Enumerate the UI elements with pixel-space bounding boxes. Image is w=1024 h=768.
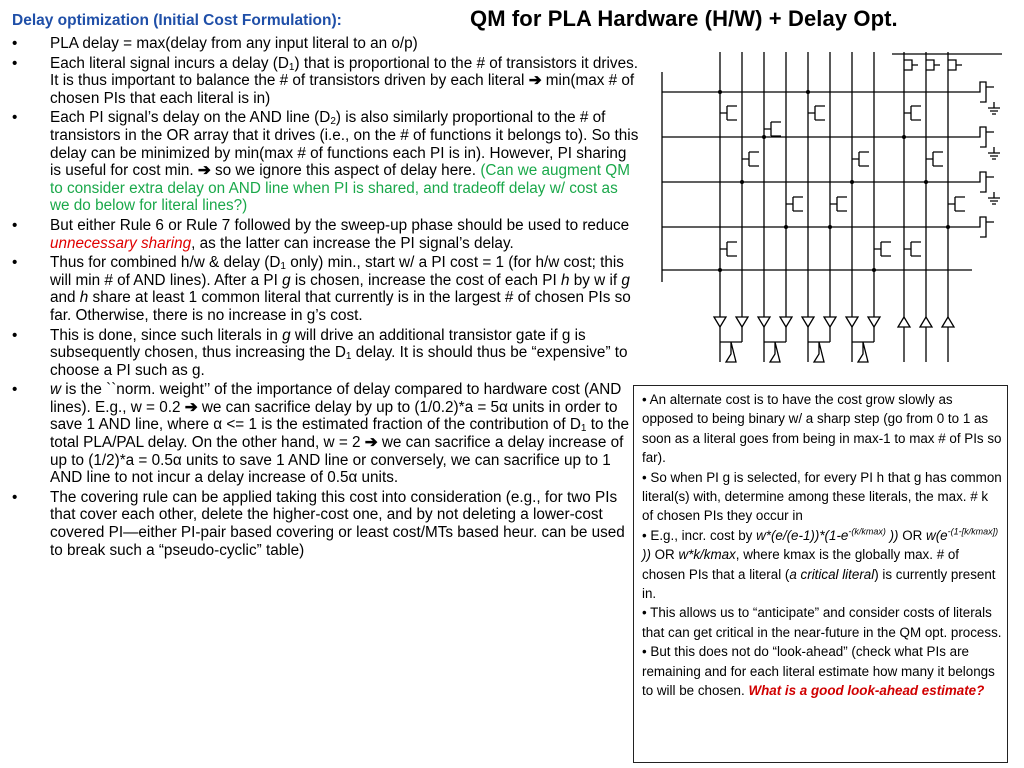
green-question: (Can we augment QM to consider extra delay on AND line when PI is shared, and tradeoff delay w/ cost as we do below for literal lines?) [50, 162, 630, 215]
bullet-text: ) is also similarly proportional to the # of transistors in the OR array that it drives (i.e., on the # of functions it belongs to). So this delay can be minimized by min(max # of functions each PI is in). However, PI sharing is useful for cost min. [50, 109, 639, 180]
bullet-text: Each literal signal incurs a delay (D [50, 54, 289, 72]
bullet-item [12, 381, 640, 487]
note-text: OR [650, 547, 679, 563]
note-item [642, 526, 1002, 604]
note-text: , where kmax is the globally max. # of chosen PIs that a literal ( [642, 547, 960, 582]
arrow-icon: ➔ [528, 72, 542, 90]
bullet-text: delay. It is should thus be “expensive” to choose a PI such as g. [50, 344, 628, 379]
note-text: • But this does not do “look-ahead” (check what PIs are remaining and for each literal estimate how many it belongs to will be chosen. [642, 644, 995, 699]
bullet-text: The covering rule can be applied taking this cost into consideration (e.g., for two PIs that cover each other, delete the higher-cost one, and by not deleting a lower-cost covered PI—either PI-pair based covering or least cost/MTs based heur. can be used to break such a “pseudo-cyclic” table) [50, 488, 625, 559]
italic-var: g [621, 271, 630, 289]
note-item [642, 642, 1002, 700]
bullet-text: share at least 1 common literal that currently is in the largest # of chosen PIs so far. Otherwise, there is no increase in g’s cost. [50, 289, 631, 324]
arrow-icon: ➔ [184, 398, 198, 416]
bullet-text: is chosen, increase the cost of each PI [290, 271, 562, 289]
bullet-text: we can sacrifice delay by up to (1/0.2)*a = 5α units in order to save 1 AND line, where α <= 1 is the estimated fraction of the contribution of D [50, 398, 618, 434]
bullet-item [12, 55, 640, 108]
bullet-item [12, 327, 640, 380]
italic-var: g [282, 326, 291, 344]
formula-exponent: -(1-[k/kmax]) [947, 526, 999, 537]
bullet-text: we can sacrifice a delay increase of up to (1/2)*a = 0.5α units to save 1 AND line or conversely, we can sacrifice up to 1 AND line to not incur a delay increase of 0.5α units. [50, 434, 624, 487]
bullet-text: by w if [569, 271, 622, 289]
subscript: 1 [580, 423, 587, 435]
formula: w*(e/(e-1))*(1-e [756, 527, 849, 543]
note-item: • So when PI g is selected, for every PI h that g has common literal(s) with, determine among these literals, the max. # k of chosen PIs they occur in [642, 469, 1002, 524]
bullet-text: This is done, since such literals in [50, 326, 283, 344]
subscript: 1 [280, 261, 286, 273]
bullet-text: is the ``norm. weight’’ of the importance of delay compared to hardware cost (AND lines). E.g., w = 0.2 [50, 381, 622, 416]
subscript: 1 [288, 61, 295, 73]
formula: )) [642, 547, 651, 563]
bullet-item [12, 35, 640, 53]
slide-title: QM for PLA Hardware (H/W) + Delay Opt. [470, 6, 898, 31]
bullet-text: so we ignore this aspect of delay here. [210, 162, 481, 180]
bullet-text: PLA delay = max(delay from any input literal to an o/p) [50, 35, 418, 52]
note-text: • E.g., incr. cost by [642, 527, 757, 543]
bullet-text: and [50, 289, 80, 307]
note-item: • An alternate cost is to have the cost grow slowly as opposed to being binary w/ a sharp step (go from 0 to 1 as soon as a literal goes from being in max-1 to max # of PIs so far). [642, 392, 1002, 466]
bullet-list [12, 35, 640, 561]
note-text: ) is currently present in. [642, 566, 996, 602]
bullet-item [12, 217, 640, 252]
highlight-text: unnecessary sharing [50, 234, 192, 252]
note-text: OR [898, 527, 927, 543]
italic-var: g [282, 271, 291, 289]
italic-var: h [561, 271, 570, 289]
bullet-text: min(max # of chosen PIs that each literal is in) [50, 72, 635, 107]
bullet-text: ) that is proportional to the # of transistors it drives. It is thus important to balance the # of transistors driven by each literal [50, 54, 638, 90]
bullet-text: only) min., start w/ a PI cost = 1 (for h/w cost; this will min # of AND lines). After a PI [50, 254, 624, 289]
arrow-icon: ➔ [197, 162, 211, 180]
bullet-text: , as the latter can increase the PI signal’s delay. [191, 234, 514, 252]
bullet-text: Thus for combined h/w & delay (D [50, 254, 281, 272]
bullet-item [12, 109, 640, 215]
italic-var: w [50, 381, 62, 399]
question-highlight: What is a good look-ahead estimate? [748, 683, 985, 699]
subscript: 1 [345, 351, 352, 363]
formula-exponent: -(k/kmax) [848, 526, 886, 537]
formula: w*k/kmax [678, 547, 736, 563]
bullet-text: But either Rule 6 or Rule 7 followed by the sweep-up phase should be used to reduce [50, 216, 630, 234]
pla-schematic-diagram [642, 42, 1022, 387]
alternate-cost-note-box [633, 385, 1008, 763]
bullet-text: to the total PLA/PAL delay. On the other hand, w = 2 [50, 416, 630, 452]
arrow-icon: ➔ [364, 434, 378, 452]
formula: )) [885, 527, 899, 543]
subscript: 2 [330, 116, 336, 128]
formula: w(e [926, 527, 948, 543]
bullet-text: will drive an additional transistor gate if g is subsequently chosen, thus increasing the D [50, 326, 586, 362]
bullet-text: Each PI signal’s delay on the AND line (D [50, 109, 331, 127]
note-item: • This allows us to “anticipate” and consider costs of literals that can get critical in the near-future in the QM opt. process. [642, 605, 1002, 640]
slide-subtitle: Delay optimization (Initial Cost Formulation): [12, 12, 342, 29]
italic-term: a critical literal [789, 566, 875, 582]
italic-var: h [79, 289, 89, 307]
bullet-item [12, 254, 640, 324]
bullet-item [12, 489, 640, 559]
